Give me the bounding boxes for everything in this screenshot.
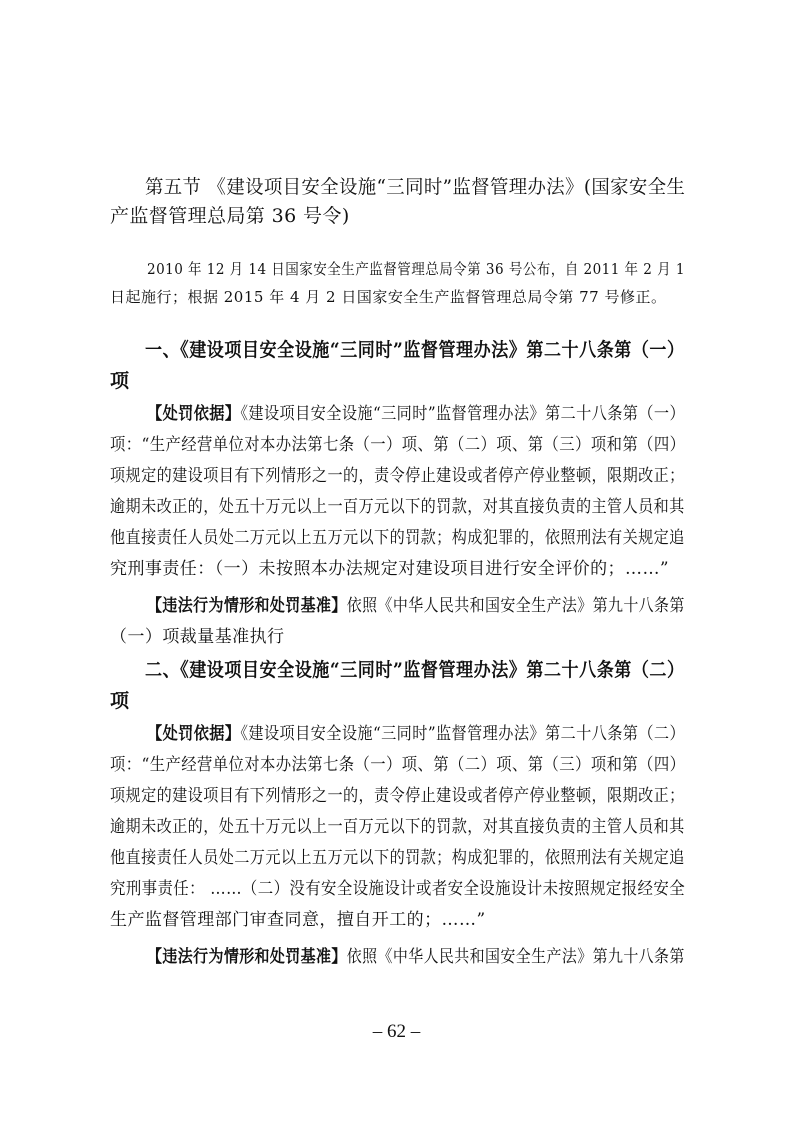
item1-standard-label: 【违法行为情形和处罚基准】 xyxy=(147,596,347,616)
item2-basis-label: 【处罚依据】 xyxy=(147,724,241,744)
item1-basis-line2: 项：“生产经营单位对本办法第七条（一）项、第（二）项、第（三）项和第（四） xyxy=(110,435,686,455)
item2-heading-line2: 项 xyxy=(110,690,130,712)
item1-basis-line5: 他直接责任人员处二万元以上五万元以下的罚款；构成犯罪的，依照刑法有关规定追 xyxy=(110,528,685,548)
section-title-line2: 产监督管理总局第 36 号令) xyxy=(110,205,350,227)
item1-basis-line4: 逾期未改正的，处五十万元以上一百万元以下的罚款，对其直接负责的主管人员和其 xyxy=(110,497,685,517)
item1-heading-line1: 一、《建设项目安全设施“三同时”监督管理办法》第二十八条第（一） xyxy=(145,339,685,361)
item2-basis-line7: 生产监督管理部门审查同意，擅自开工的；……” xyxy=(110,910,486,930)
promulgation-note-line1: 2010 年 12 月 14 日国家安全生产监督管理总局令第 36 号公布，自 2011 年 2 月 1 xyxy=(147,260,685,278)
item1-basis-line6: 究刑事责任：（一）未按照本办法规定对建设项目进行安全评价的；……” xyxy=(110,559,670,579)
item1-basis-line1 xyxy=(147,403,685,425)
item1-standard-line1-text: 依照《中华人民共和国安全生产法》第九十八条第 xyxy=(346,596,685,616)
item2-standard-line1-text: 依照《中华人民共和国安全生产法》第九十八条第 xyxy=(346,947,685,967)
promulgation-note-line2: 日起施行；根据 2015 年 4 月 2 日国家安全生产监督管理总局令第 77 号修正。 xyxy=(110,288,667,306)
item1-standard-line1 xyxy=(147,595,685,617)
item2-basis-line4: 逾期未改正的，处五十万元以上一百万元以下的罚款，对其直接负责的主管人员和其 xyxy=(110,817,685,837)
section-title-line1: 第五节 《建设项目安全设施“三同时”监督管理办法》(国家安全生 xyxy=(145,176,686,198)
item1-basis-label: 【处罚依据】 xyxy=(147,404,241,424)
item2-heading-line1: 二、《建设项目安全设施“三同时”监督管理办法》第二十八条第（二） xyxy=(145,659,685,681)
item1-standard-line2: （一）项裁量基准执行 xyxy=(110,627,285,647)
item1-basis-line1-text: 《建设项目安全设施“三同时”监督管理办法》第二十八条第（一） xyxy=(240,404,686,424)
item1-basis-line3: 项规定的建设项目有下列情形之一的，责令停止建设或者停产停业整顿，限期改正； xyxy=(110,466,685,486)
item2-basis-line3: 项规定的建设项目有下列情形之一的，责令停止建设或者停产停业整顿，限期改正； xyxy=(110,786,685,806)
page-number: – 62 – xyxy=(372,1021,421,1042)
item2-standard-line1 xyxy=(147,946,685,968)
item2-standard-label: 【违法行为情形和处罚基准】 xyxy=(147,947,347,967)
item2-basis-line6: 究刑事责任： ……（二）没有安全设施设计或者安全设施设计未按照规定报经安全 xyxy=(110,879,686,899)
item2-basis-line5: 他直接责任人员处二万元以上五万元以下的罚款；构成犯罪的，依照刑法有关规定追 xyxy=(110,848,685,868)
item2-basis-line2: 项：“生产经营单位对本办法第七条（一）项、第（二）项、第（三）项和第（四） xyxy=(110,755,686,775)
item2-basis-line1-text: 《建设项目安全设施“三同时”监督管理办法》第二十八条第（二） xyxy=(240,724,686,744)
item1-heading-line2: 项 xyxy=(110,370,130,392)
item2-basis-line1 xyxy=(147,723,685,745)
